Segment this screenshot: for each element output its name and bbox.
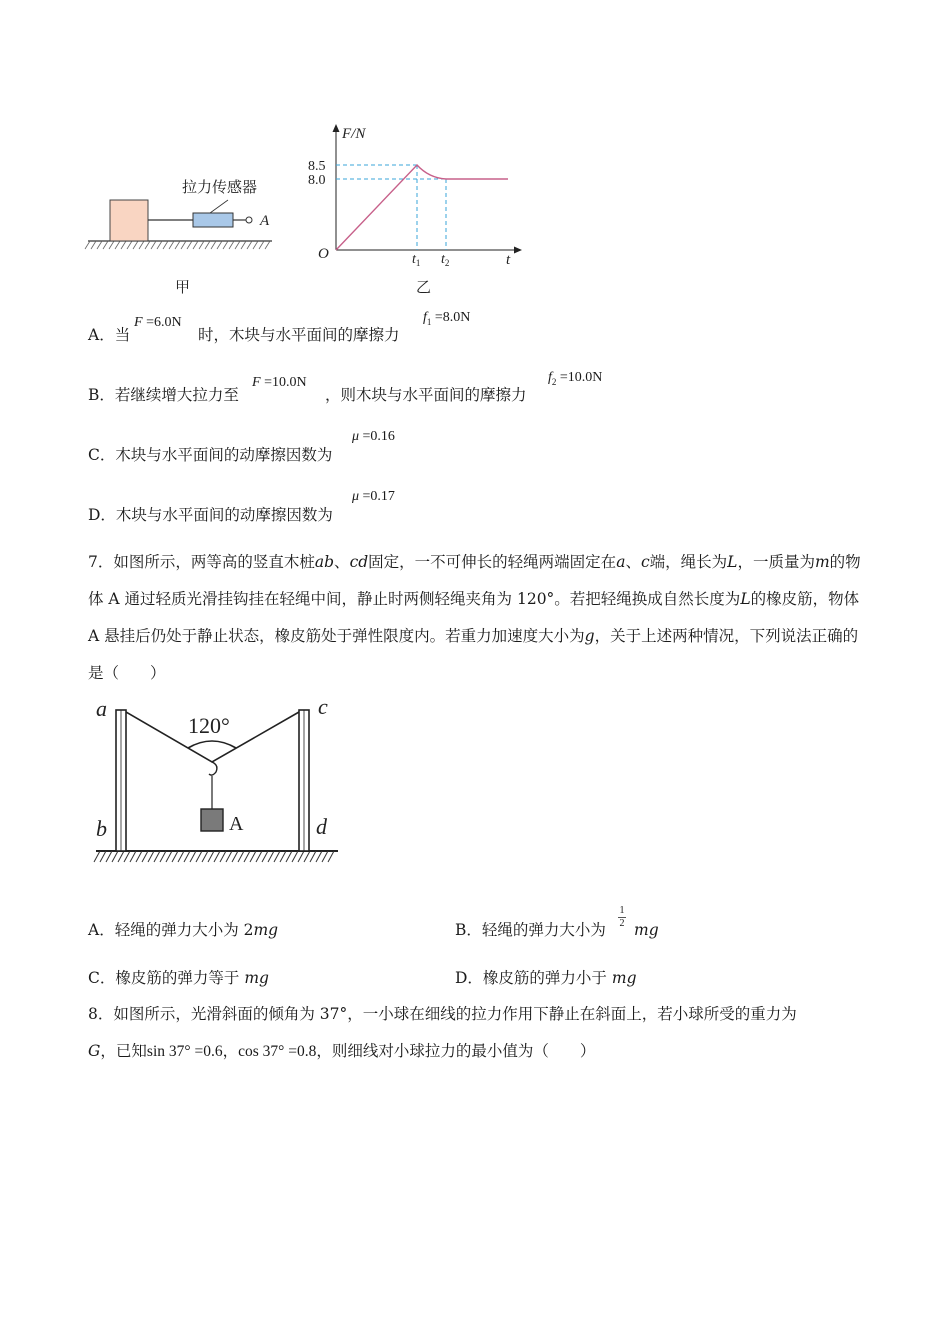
ground-hatch: [223, 241, 228, 249]
ground-hatch: [124, 851, 130, 862]
tick-8-0: 8.0: [308, 173, 326, 188]
ground-hatch: [256, 851, 262, 862]
ground-hatch: [166, 851, 172, 862]
ground-hatch: [172, 851, 178, 862]
ground-hatch: [190, 851, 196, 862]
ground-hatch: [151, 241, 156, 249]
question-8-stem: 8．如图所示，光滑斜面的倾角为 37°，一小球在细线的拉力作用下静止在斜面上，若小球所受的重力为 G，已知sin 37° =0.6，cos 37° =0.8，则细线对小球拉力的最小值为（ ）: [88, 1005, 797, 1060]
ground-hatch: [253, 241, 258, 249]
ground-hatch: [169, 241, 174, 249]
ground-hatch: [328, 851, 334, 862]
ground-hatch: [160, 851, 166, 862]
ground-hatch: [247, 241, 252, 249]
q6-option-d[interactable]: D．木块与水平面间的动摩擦因数为: [88, 506, 333, 524]
q6-option-a-math-f1: $f_1 =8.0N$: [423, 310, 471, 327]
q7-option-b[interactable]: B．轻绳的弹力大小为: [455, 921, 606, 939]
ground-hatch: [139, 241, 144, 249]
label-c-end: c: [318, 694, 328, 719]
ground-hatch: [280, 851, 286, 862]
hook: [209, 762, 217, 775]
ground-hatch: [118, 851, 124, 862]
q6-option-b-math-f: F =10.0N: [252, 375, 307, 390]
ground-hatch: [130, 851, 136, 862]
t1-label: $t_1$: [412, 252, 421, 268]
ground-hatch: [268, 851, 274, 862]
ground-hatch: [274, 851, 280, 862]
wooden-block: [110, 200, 148, 241]
ground-hatch: [187, 241, 192, 249]
ground-hatch: [94, 851, 100, 862]
ground-hatch: [85, 241, 90, 249]
mass-a: [201, 809, 223, 831]
ground-hatch: [97, 241, 102, 249]
q6-option-b-math-f2: $f_2 =10.0N$: [548, 370, 603, 387]
label-b-end: b: [96, 816, 107, 841]
sensor-label: 拉力传感器: [182, 178, 258, 196]
q6-option-b[interactable]: B．若继续增大拉力至: [88, 386, 239, 404]
ground-hatch: [175, 241, 180, 249]
question-7-stem: 7．如图所示，两等高的竖直木桩ab、cd固定，一不可伸长的轻绳两端固定在a、c端，绳长为L，一质量为m的物体 A 通过轻质光滑挂钩挂在轻绳中间，静止时两侧轻绳夹角为 120°。若把轻绳换成自然长度为L的橡皮筋，物体 A 悬挂后仍处于静止状态，橡皮筋处于弹性限度内。若重力加速度大小为g，关于上述两种情况，下列说法正确的是（ ）: [88, 553, 861, 682]
origin-label: O: [318, 246, 329, 262]
ground-hatch: [298, 851, 304, 862]
ground-hatch: [196, 851, 202, 862]
label-d-end: d: [316, 814, 327, 839]
ground-hatch: [229, 241, 234, 249]
ground-hatch: [199, 241, 204, 249]
mass-label: A: [229, 813, 244, 835]
q7-option-b-mg: mg: [634, 921, 659, 939]
ground-hatch: [316, 851, 322, 862]
ground-hatch: [91, 241, 96, 249]
ground-hatch: [304, 851, 310, 862]
ground-hatch: [115, 241, 120, 249]
ground-hatch: [292, 851, 298, 862]
ground-hatch: [133, 241, 138, 249]
ground-hatch: [157, 241, 162, 249]
ground-hatch: [100, 851, 106, 862]
ground-hatch: [148, 851, 154, 862]
ground-hatch: [232, 851, 238, 862]
ground-hatch: [259, 241, 264, 249]
ground-hatch: [181, 241, 186, 249]
ground-hatch: [208, 851, 214, 862]
angle-label: 120°: [188, 713, 230, 738]
ground-hatch: [322, 851, 328, 862]
ground-hatch: [154, 851, 160, 862]
ground-hatch: [220, 851, 226, 862]
ground-hatch: [202, 851, 208, 862]
ground-hatch: [310, 851, 316, 862]
ground-hatch: [145, 241, 150, 249]
ground-hatch: [238, 851, 244, 862]
q6-option-c[interactable]: C．木块与水平面间的动摩擦因数为: [88, 446, 333, 464]
figure-friction-setup: [80, 120, 540, 305]
force-time-graph: [308, 124, 522, 296]
point-a-label: A: [260, 213, 270, 229]
ground-hatch: [127, 241, 132, 249]
q6-option-a-math-f: F =6.0N: [134, 315, 182, 330]
ground-hatch: [286, 851, 292, 862]
q6-option-a-mid: 时，木块与水平面间的摩擦力: [198, 326, 400, 344]
t-axis-label: t: [506, 252, 511, 268]
q7-option-c[interactable]: C．橡皮筋的弹力等于 mg: [88, 969, 269, 987]
q7-option-d[interactable]: D．橡皮筋的弹力小于 mg: [455, 969, 637, 987]
ground-hatch: [163, 241, 168, 249]
caption-jia: 甲: [175, 278, 191, 296]
sin-expr: sin 37° =0.6: [146, 1043, 223, 1060]
cos-expr: cos 37° =0.8: [238, 1043, 317, 1060]
ground-hatch: [184, 851, 190, 862]
ground-hatch: [193, 241, 198, 249]
y-axis-label: F/N: [342, 126, 366, 142]
ground-hatch: [214, 851, 220, 862]
ground-hatch: [121, 241, 126, 249]
q6-option-c-math: μ =0.16: [352, 429, 395, 444]
ground-hatch: [235, 241, 240, 249]
force-curve: [336, 165, 508, 250]
ground-hatch: [250, 851, 256, 862]
ground-hatch: [136, 851, 142, 862]
q7-option-a[interactable]: A．轻绳的弹力大小为 2mg: [88, 921, 279, 939]
ground-hatch: [205, 241, 210, 249]
ground-hatch: [217, 241, 222, 249]
ground-hatch: [262, 851, 268, 862]
ground-hatch: [109, 241, 114, 249]
ground-hatch: [211, 241, 216, 249]
t2-label: $t_2$: [441, 252, 450, 268]
caption-yi: 乙: [416, 278, 432, 296]
ground-hatch: [142, 851, 148, 862]
label-a-end: a: [96, 696, 107, 721]
force-sensor: [193, 213, 233, 227]
q6-option-b-mid: ，则木块与水平面间的摩擦力: [325, 386, 527, 404]
ground-hatch: [178, 851, 184, 862]
q6-option-a[interactable]: A．当: [88, 326, 131, 344]
ground-hatch: [244, 851, 250, 862]
tick-8-5: 8.5: [308, 159, 326, 174]
ground-hatch: [112, 851, 118, 862]
ground-hatch: [241, 241, 246, 249]
ground-hatch: [103, 241, 108, 249]
q7-option-b-fraction: 1 2: [619, 905, 625, 929]
q6-option-d-math: μ =0.17: [352, 489, 395, 504]
figure-rope-posts: [88, 692, 348, 872]
ground-hatch: [226, 851, 232, 862]
ground-hatch: [265, 241, 270, 249]
ground-hatch: [106, 851, 112, 862]
